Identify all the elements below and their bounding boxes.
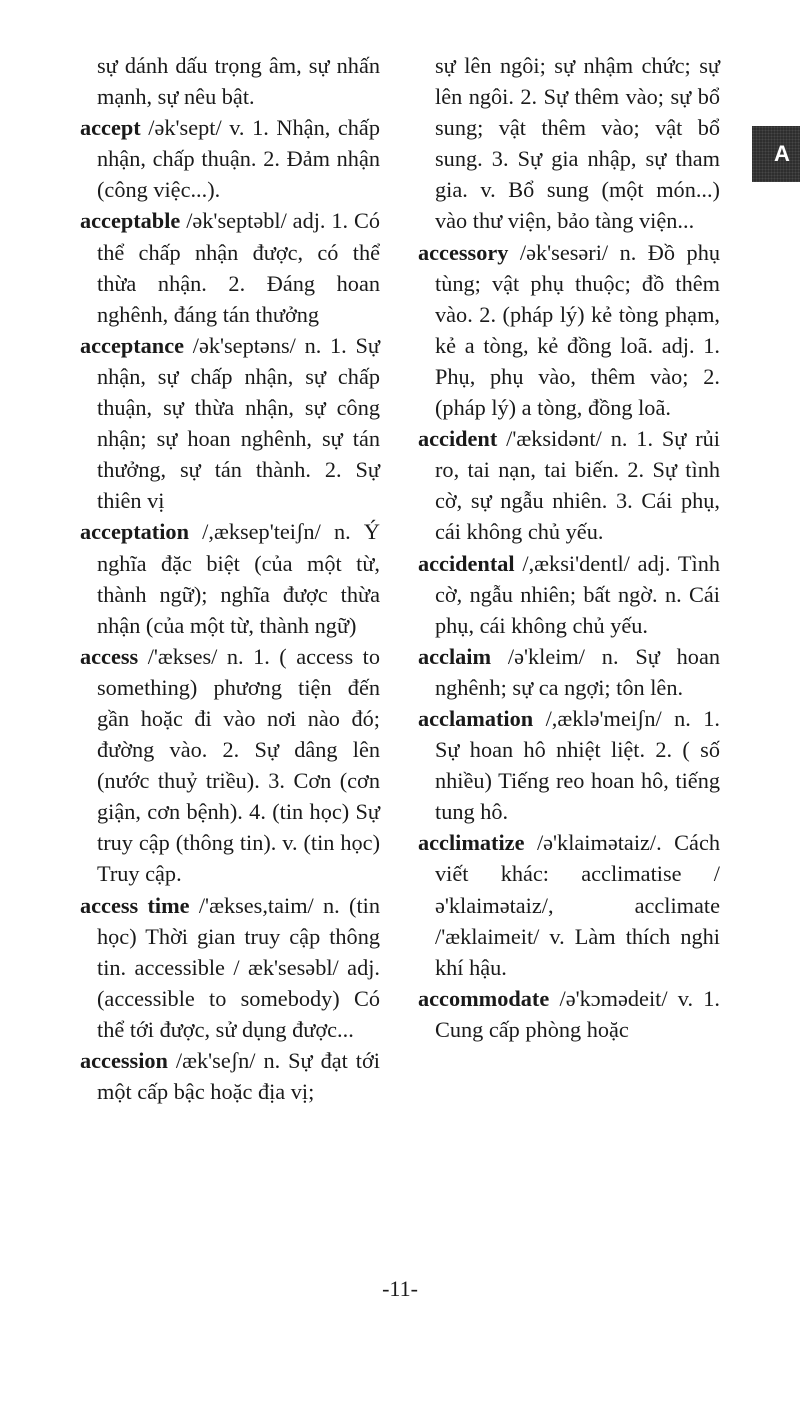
- entry-body: n. 1. Sự rủi ro, tai nạn, tai biến. 2. Sự tình cờ, sự ngẫu nhiên. 3. Cái phụ, cái không chủ yếu.: [435, 426, 721, 545]
- right-column: [418, 50, 720, 1045]
- dictionary-entry: [80, 516, 380, 640]
- dictionary-entry: [418, 827, 720, 982]
- headword: acclaim: [418, 643, 492, 669]
- entry-body: adj. Tình cờ, ngẫu nhiên; bất ngờ. n. Cái phụ, cái không chủ yếu.: [435, 550, 720, 638]
- headword: access time: [80, 892, 190, 918]
- entry-body: n. Đồ phụ tùng; vật phụ thuộc; đồ thêm vào. 2. (pháp lý) kẻ tòng phạm, kẻ a tòng, kẻ đồng loã. adj. 1. Phụ, phụ vào, thêm vào; 2. (pháp lý) a tòng, đồng loã.: [435, 239, 720, 421]
- entry-body: v. 1. Cung cấp phòng hoặc: [435, 985, 720, 1042]
- entry-body: n. 1. Sự hoan hô nhiệt liệt. 2. ( số nhiều) Tiếng reo hoan hô, tiếng tung hô.: [435, 705, 720, 825]
- pronunciation: /æk'seʃn/: [167, 1048, 264, 1073]
- headword: acclamation: [418, 705, 534, 731]
- entry-body: n. Ý nghĩa đặc biệt (của một từ, thành ngữ); nghĩa được thừa nhận (của một từ, thành ngữ): [97, 519, 380, 638]
- dictionary-entry: [80, 890, 380, 1045]
- headword: acceptable: [80, 208, 181, 234]
- dictionary-entry: [418, 423, 720, 547]
- entry-body: n. (tin học) Thời gian truy cập thông tin. accessible / æk'sesəbl/ adj. (accessible to somebody) Có thể tới được, sử dụng được...: [97, 892, 381, 1042]
- headword: accept: [80, 115, 141, 141]
- pronunciation: /ə'klaimətaiz/.: [524, 830, 675, 856]
- entry-body: sự dánh dấu trọng âm, sự nhấn mạnh, sự nêu bật.: [97, 53, 380, 110]
- headword: acceptance: [80, 332, 185, 358]
- pronunciation: /,æklə'meiʃn/: [533, 705, 675, 731]
- entry-body: sự lên ngôi; sự nhậm chức; sự lên ngôi. 2. Sự thêm vào; sự bổ sung; vật thêm vào; vật bổ sung. 3. Sự gia nhập, sự tham gia. v. Bổ sung (một món...) vào thư viện, bảo tàng viện...: [435, 53, 720, 234]
- dictionary-entry: [80, 1045, 380, 1107]
- pronunciation: /'æksidənt/: [497, 426, 611, 452]
- dictionary-entry: [80, 330, 380, 517]
- pronunciation: /,æksep'teiʃn/: [188, 519, 334, 545]
- pronunciation: /,æksi'dentl/: [514, 550, 638, 576]
- entry-body: n. 1. ( access to something) phương tiện đến gần hoặc đi vào nơi nào đó; đường vào. 2. Sự dâng lên (nước thuỷ triều). 3. Cơn (cơn giận, cơn bệnh). 4. (tin học) Sự truy cập (thông tin). v. (tin học) Truy cập.: [97, 643, 381, 887]
- page-number: -11-: [382, 1276, 418, 1301]
- headword: acclimatize: [418, 830, 525, 856]
- pronunciation: /ək'sept/: [140, 115, 230, 141]
- entry-body: v. 1. Nhận, chấp nhận, chấp thuận. 2. Đảm nhận (công việc...).: [97, 115, 380, 203]
- dictionary-entry: [418, 548, 720, 641]
- dictionary-entry: [80, 112, 380, 205]
- entry-body: n. 1. Sự nhận, sự chấp nhận, sự chấp thuận, sự thừa nhận, sự công nhận; sự hoan nghênh, sự tán thưởng, sự tán thành. 2. Sự thiên vị: [97, 332, 380, 514]
- dictionary-entry: [418, 50, 720, 237]
- dictionary-entry: [418, 703, 720, 827]
- headword: acceptation: [80, 519, 189, 545]
- pronunciation: /ək'sesəri/: [508, 239, 620, 265]
- pronunciation: /ək'septəns/: [184, 332, 305, 358]
- section-tab: A: [752, 126, 800, 182]
- entry-body: adj. 1. Có thể chấp nhận được, có thể thừa nhận. 2. Đáng hoan nghênh, đáng tán thưởng: [97, 208, 380, 327]
- headword: accidental: [418, 550, 515, 576]
- dictionary-entry: [80, 641, 380, 890]
- headword: access: [80, 643, 139, 669]
- dictionary-entry: [418, 641, 720, 703]
- dictionary-entry: [80, 50, 380, 112]
- left-column: [80, 50, 380, 1107]
- entry-body: n. Sự đạt tới một cấp bậc hoặc địa vị;: [97, 1048, 380, 1105]
- entry-body: n. Sự hoan nghênh; sự ca ngợi; tôn lên.: [435, 643, 720, 700]
- pronunciation: /ə'kleim/: [491, 643, 602, 669]
- headword: accommodate: [418, 985, 550, 1011]
- pronunciation: /'ækses,taim/: [189, 892, 324, 918]
- entry-body: Cách viết khác: acclimatise /ə'klaimətaiz/, acclimate /'æklaimeit/ v. Làm thích nghi khí hậu.: [435, 830, 720, 980]
- pronunciation: /'ækses/: [138, 643, 227, 669]
- dictionary-entry: [418, 237, 720, 424]
- dictionary-entry: [80, 205, 380, 329]
- headword: accessory: [418, 239, 509, 265]
- headword: accident: [418, 426, 498, 452]
- pronunciation: /ə'kɔmədeit/: [549, 985, 678, 1011]
- dictionary-entry: [418, 983, 720, 1045]
- headword: accession: [80, 1048, 168, 1073]
- pronunciation: /ək'septəbl/: [180, 208, 293, 234]
